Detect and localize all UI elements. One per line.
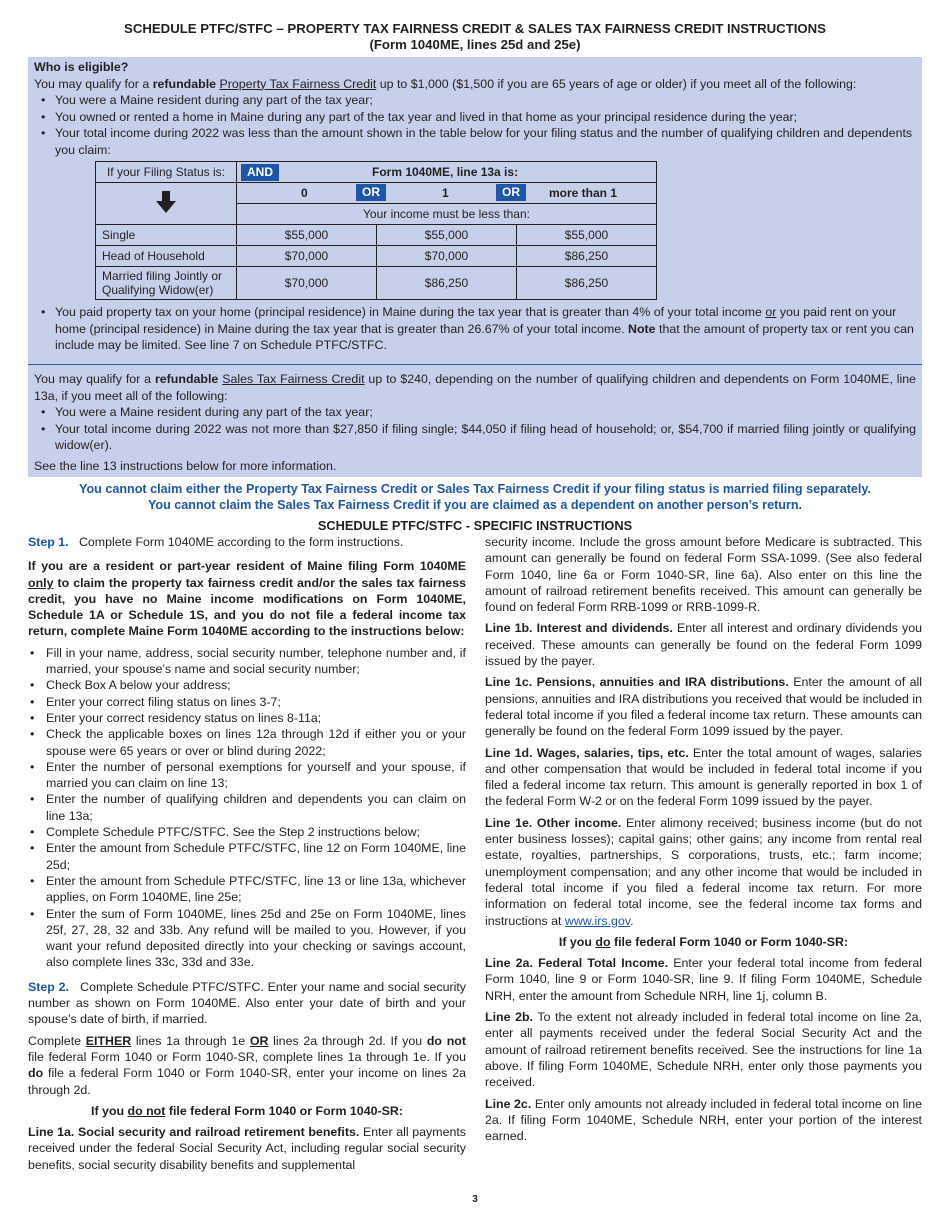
row-value: $55,000 [237,225,377,246]
step1-label: Step 1. [28,535,69,549]
stfc-see-more: See the line 13 instructions below for more information. [34,458,337,473]
stfc-eligibility-box [28,364,922,477]
list-item [34,304,916,354]
row-value: $70,000 [377,246,517,267]
row-status: Head of Household [96,246,237,267]
subheading-do-not-file [28,1103,466,1119]
line-2c [485,1096,922,1145]
list-item: • You owned or rented a home in Maine during any part of the tax year and lived in that home as your principal residence during the year; [34,109,916,126]
or-keyword: OR [249,1033,269,1048]
stfc-credit-name: Sales Tax Fairness Credit [222,372,365,386]
ptfc-eligibility-box [28,57,922,364]
either-keyword: EITHER [85,1033,132,1048]
bullet4-text: You paid property tax on your home (principal residence) in Maine during the tax year that is greater than 4% of your total income [55,305,766,319]
subheading-underline: do [595,934,611,949]
subheading-text: If you [91,1103,128,1118]
line-text: Enter all payments received under the federal Social Security Act, including regular social security benefits, social security disability benefits and supplemental [28,1125,466,1172]
or-tag: OR [356,184,386,201]
either-text: Complete [28,1033,86,1048]
column-header-row [237,183,657,204]
list-item: • Fill in your name, address, social security number, telephone number and, if married, your spouse’s name and social security number; [28,645,466,678]
either-or-paragraph [28,1033,466,1098]
line13a-header: Form 1040ME, line 13a is: [372,165,519,179]
row-value: $86,250 [377,267,517,300]
list-item: • Enter the number of qualifying children and dependents you can claim on line 13a; [28,791,466,824]
line-1e [485,815,922,929]
either-text: lines 2a through 2d. If you [268,1033,427,1048]
resident-only: only [28,575,54,590]
list-item: • Enter your correct filing status on lines 3-7; [28,694,466,710]
step1-text: Complete Form 1040ME according to the form instructions. [78,535,404,549]
ptfc-intro [34,76,916,93]
row-value: $70,000 [237,246,377,267]
row-status: Single [96,225,237,246]
do-keyword: do [28,1066,44,1081]
line-heading: Line 2c. [485,1096,532,1111]
bullet4-text: you paid rent on your home (principal residence) in Maine during the tax year that is greater than 26.67% of your total income. [55,305,897,336]
subheading-text: file federal Form 1040 or Form 1040-SR: [165,1103,403,1118]
resident-text: to claim the property tax fairness credit and/or the sales tax fairness credit, you have no Maine income modifications on Form 1040ME, Schedule 1A or Schedule 1S, and you do not file a federal income tax return, complete Maine Form 1040ME according to the instructions below: [28,575,466,639]
list-item: • Enter the sum of Form 1040ME, lines 25d and 25e on Form 1040ME, lines 25f, 27, 28, 32 and 33b. Any refund will be mailed to you. However, if you want your refund deposited directly into your checking or savings account, also complete lines 33c, 33d and 33e. [28,906,466,971]
stfc-intro-text: You may qualify for a [34,372,155,386]
list-item: • Your total income during 2022 was less than the amount shown in the table below for your filing status and the number of qualifying children and dependents you claim: [34,125,916,158]
list-item: • Complete Schedule PTFC/STFC. See the Step 2 instructions below; [28,824,466,840]
form-steps-list [28,645,466,971]
step1 [28,534,466,550]
eligibility-heading: Who is eligible? [34,60,129,74]
table-row [96,225,657,246]
subheading-underline: do not [127,1103,166,1118]
row-value: $55,000 [517,225,657,246]
list-item: • Check Box A below your address; [28,677,466,693]
filing-status-header: If your Filing Status is: [96,162,237,183]
title-line-2: (Form 1040ME, lines 25d and 25e) [369,37,581,52]
line-1a [28,1124,466,1173]
subheading-do-file [485,934,922,950]
line-heading: Line 1a. Social security and railroad retirement benefits. [28,1125,360,1140]
table-row [96,267,657,300]
row-value: $55,000 [377,225,517,246]
line-text: Enter the total amount of wages, salaries and other compensation that would be included in federal total income if you filed a federal income tax return. This amount is generally reported in box 1 of the federal Form W-2 or on the federal Form 1099 issued by the payer. [485,745,922,809]
income-note: Your income must be less than: [237,204,657,225]
specific-instructions-heading: SCHEDULE PTFC/STFC - SPECIFIC INSTRUCTIONS [317,518,633,533]
list-item: • Check the applicable boxes on lines 12a through 12d if either you or your spouse were 65 years or over or blind during 2022; [28,726,466,759]
line-heading: Line 1e. Other income. [485,815,622,830]
line-text: . [630,913,634,928]
step2-label: Step 2. [28,979,69,994]
col-one: 1 [442,186,449,200]
line-text: To the extent not already included in federal total income on line 2a, enter all payments received under the federal Social Security Act and the amount of railroad retirement benefits received. See the instructions for line 1a above. If filing Form 1040ME, Schedule NRH, enter only those payments you received. [485,1010,922,1090]
resident-text: If you are a resident or part-year resident of Maine filing Form 1040ME [28,559,466,574]
row-status-line1: Married filing Jointly or [102,269,223,283]
line-heading: Line 2b. [485,1010,533,1025]
list-item: • Enter the amount from Schedule PTFC/STFC, line 13 or line 13a, whichever applies, on Form 1040ME, line 25e; [28,873,466,906]
step2 [28,979,466,1028]
and-tag: AND [241,164,279,181]
stfc-intro-bold: refundable [154,372,219,386]
row-value: $86,250 [517,267,657,300]
list-item: • Your total income during 2022 was not more than $27,850 if filing single; $44,050 if filing head of household; or, $54,700 if married filing jointly or qualifying widow(er). [34,421,916,454]
line-heading: Line 1b. Interest and dividends. [485,621,673,636]
subheading-text: If you [558,934,596,949]
step2-text: Complete Schedule PTFC/STFC. Enter your name and social security number as shown on Form 1040ME. Also enter your date of birth and your spouse’s date of birth, if married. [28,979,467,1027]
line-1a-continued: security income. Include the gross amount before Medicare is subtracted. This amount can generally be found on federal Form SSA-1099. (See also federal Form 1040, line 6a or Form 1040-SR, line 6a). Also enter on this line the amount of railroad retirement benefits received. This amount can generally be found on federal Form RRB-1099 or RRB-1099-R. [485,535,922,615]
stfc-bullets [34,404,916,454]
ptfc-bullet-4 [34,304,916,354]
row-status [96,267,237,300]
do-not-keyword: do not [426,1033,466,1048]
line-text: Enter your federal total income from federal Form 1040, line 9 or Form 1040-SR, line 9. If filing Form 1040ME, Schedule NRH, enter the amount from Schedule NRH, line 1j, column B. [485,956,922,1003]
line-1b [485,620,922,669]
line-heading: Line 2a. Federal Total Income. [485,956,669,971]
filing-warnings [0,481,950,513]
row-value: $70,000 [237,267,377,300]
line-heading: Line 1c. Pensions, annuities and IRA distributions. [485,675,789,690]
list-item: • You were a Maine resident during any part of the tax year; [34,92,916,109]
ptfc-intro-text: You may qualify for a [34,76,153,91]
right-column [485,534,922,1149]
list-item: • Enter the amount from Schedule PTFC/STFC, line 12 on Form 1040ME, line 25d; [28,840,466,873]
col-zero: 0 [301,186,308,200]
bullet4-text: that the amount of property tax or rent you can include may be limited. See line 7 on Schedule PTFC/STFC. [55,321,914,352]
list-item: • You were a Maine resident during any part of the tax year; [34,404,916,421]
left-column [28,534,466,1173]
page-title [0,21,950,53]
warning-line-2: You cannot claim the Sales Tax Fairness Credit if you are claimed as a dependent on another person’s return. [147,498,803,512]
line-text: Enter only amounts not already included in federal total income on line 2a. If filing Form 1040ME, Schedule NRH, enter your portion of the interest earned. [485,1096,923,1144]
list-item: • Enter your correct residency status on lines 8-11a; [28,710,466,726]
line-text: Enter alimony received; business income (but do not enter business losses); capital gains; other gains; any income from rental real estate, royalties, partnerships, S corporations, trusts, etc.; farm income; unemployment compensation; and any other income that would be included in federal total income if you filed a federal income tax return. For more information on federal total income, see the federal income tax forms and instructions at [485,815,922,928]
either-text: file federal Form 1040 or Form 1040-SR, complete lines 1a through 1e. If you [28,1049,466,1064]
arrow-down-icon [156,191,176,216]
either-text: lines 1a through 1e [131,1033,250,1048]
row-status-line2: Qualifying Widow(er) [102,283,214,297]
ptfc-intro-post: up to $1,000 ($1,500 if you are 65 years of age or older) if you meet all of the following: [376,76,857,91]
page-number: 3 [472,1194,478,1205]
ptfc-credit-name: Property Tax Fairness Credit [219,76,377,91]
line-heading: Line 1d. Wages, salaries, tips, etc. [485,745,689,760]
arrow-cell [96,183,237,225]
bullet4-or: or [765,305,777,319]
either-text: file a federal Form 1040 or Form 1040-SR, enter your income on lines 2a through 2d. [28,1066,466,1097]
line-2b [485,1009,922,1090]
line-2a [485,955,922,1004]
stfc-intro-post: up to $240, depending on the number of qualifying children and dependents on Form 1040ME, line 13a, if you meet all of the following: [34,372,916,403]
or-tag: OR [496,184,526,201]
bullet4-note: Note [628,321,656,336]
resident-instructions [28,558,466,639]
line-1d [485,745,922,810]
line-1c [485,674,922,739]
line13a-header-cell [237,162,657,183]
col-more: more than 1 [549,186,618,200]
table-row [96,246,657,267]
subheading-text: file federal Form 1040 or Form 1040-SR: [610,934,849,949]
ptfc-bullets [34,92,916,158]
row-value: $86,250 [517,246,657,267]
line-text: Enter all interest and ordinary dividends you received. These amounts can generally be found on the federal Form 1099 issued by the payer. [485,621,922,669]
title-line-1: SCHEDULE PTFC/STFC – PROPERTY TAX FAIRNESS CREDIT & SALES TAX FAIRNESS CREDIT INSTRUCTIONS [124,21,826,36]
list-item: • Enter the number of personal exemptions for yourself and your spouse, if married you can claim on line 13; [28,759,466,792]
irs-link[interactable]: www.irs.gov [564,913,631,928]
line-text: Enter the amount of all pensions, annuities and IRA distributions you received that would be included in federal total income if you filed a federal income tax return. These amounts can generally be found on the federal Form 1099 issued by the payer. [485,675,922,739]
stfc-intro [34,371,916,404]
ptfc-intro-bold: refundable [152,76,217,91]
warning-line-1: You cannot claim either the Property Tax Fairness Credit or Sales Tax Fairness Credit if your filing status is married filing separately. [78,482,871,496]
income-limit-table [95,161,657,300]
